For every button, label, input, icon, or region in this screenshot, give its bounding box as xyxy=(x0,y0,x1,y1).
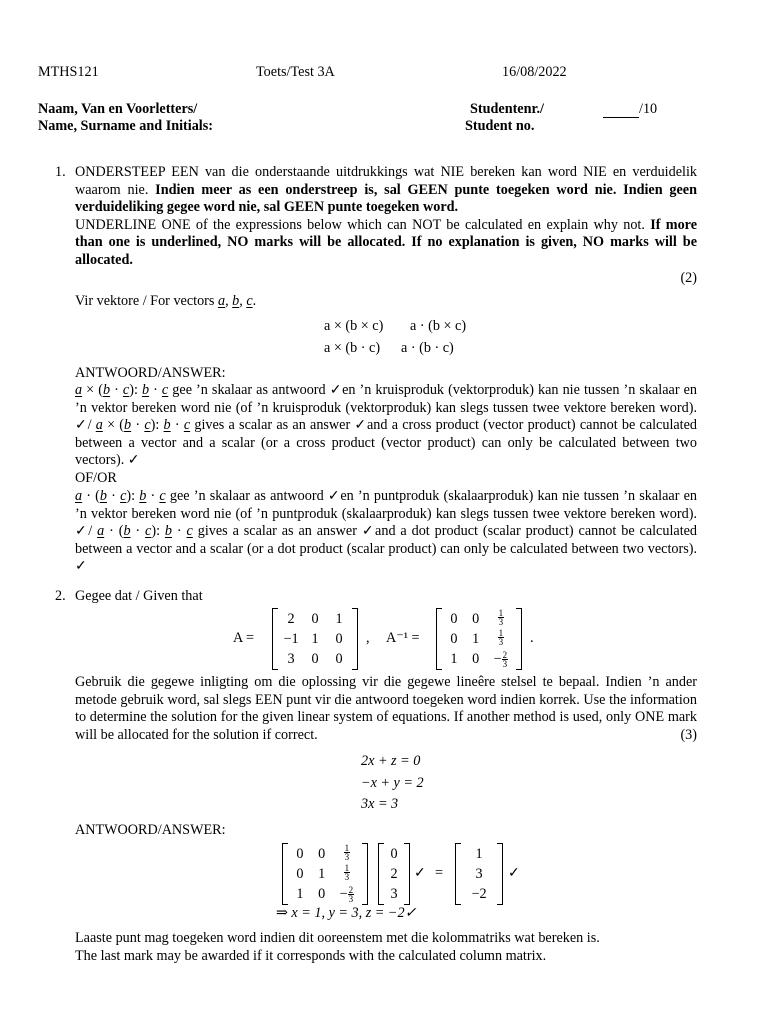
rhs-vector-cell: 2 xyxy=(390,866,398,882)
q1-answer-1-en: gives a scalar as an answer ✓and a cross product (vector product) cannot be calculated between a vector and a scalar (or a cross product (vector product) can only be calculated between two vectors). ✓ xyxy=(75,417,698,469)
q1-intro-en: UNDERLINE ONE of the expressions below which can NOT be calculated en explain why not. xyxy=(75,216,645,233)
equation-2: −x + y = 2 xyxy=(361,775,424,791)
q2-answer-label: ANTWOORD/ANSWER: xyxy=(75,822,226,838)
q1-answer-label: ANTWOORD/ANSWER: xyxy=(75,365,226,381)
q1-intro-af: ONDERSTEEP EEN van die onderstaande uitdrukkings wat NIE bereken kan word NIE en verduidelik waarom nie. xyxy=(75,164,697,198)
q1-intro xyxy=(75,164,697,270)
result-vector-cell: 1 xyxy=(475,846,483,862)
rhs-vector-cell: 3 xyxy=(390,886,398,902)
equation-1: 2x + z = 0 xyxy=(361,753,421,769)
q1-or: OF/OR xyxy=(75,470,117,486)
q1-expr-1: a × (b × c) xyxy=(324,318,384,334)
q2-text-en: Use the information to determine the solution for the given linear system of equations. If another method is used, only ONE mark will be allocated for the solution if correct. xyxy=(75,691,697,743)
student-no-label-af: Studentenr./ xyxy=(470,101,544,117)
answer-matrix-a-inv: 0 0 $\frac{1}{3}$ 0 1 $\frac{1}{3}$ 1 0 − $\frac{2}{3}$ xyxy=(282,843,368,905)
matrix-a-cell: −1 xyxy=(283,631,299,647)
q1-answer-1-af: gee ’n skalaar as antwoord ✓en ’n kruisproduk (vektorproduk) kan nie tussen ’n skalaar en ’n vektor bereken word nie (of ’n kruisproduk (vektorproduk) kan slegs tussen twee vektore bereken word). ✓/ xyxy=(75,382,697,434)
test-title: Toets/Test 3A xyxy=(256,64,335,80)
name-label-en: Name, Surname and Initials: xyxy=(38,118,213,134)
matrix-a-cell: 0 xyxy=(311,651,319,667)
equals-sign: = xyxy=(435,865,444,881)
q1-answer-2-en: gives a scalar as an answer ✓and a dot product (scalar product) cannot be calculated between a vector and a scalar (or a dot product (scalar product) can only be calculated between two vectors). ✓ xyxy=(75,523,698,575)
answer-check-2: ✓ xyxy=(508,865,520,881)
course-code: MTHS121 xyxy=(38,64,99,80)
q2-text xyxy=(75,674,697,744)
q2-given: Gegee dat / Given that xyxy=(75,588,203,604)
matrix-a-cell: 3 xyxy=(287,651,295,667)
equation-3: 3x = 3 xyxy=(361,796,399,812)
matrix-a-inv-label: A⁻¹ = xyxy=(386,630,420,646)
test-date: 16/08/2022 xyxy=(502,64,567,80)
q1-marks: (2) xyxy=(680,270,697,286)
matrix-a-inv: 0 0 $\frac{1}{3}$ 0 1 $\frac{1}{3}$ 1 0 − $\frac{2}{3}$ xyxy=(436,608,522,670)
matrix-a-cell: 0 xyxy=(335,631,343,647)
matrix-a-cell: 0 xyxy=(311,611,319,627)
result-vector-cell: −2 xyxy=(471,886,487,902)
comma: , xyxy=(366,630,370,646)
q1-vectors-label: Vir vektore / For vectors xyxy=(75,293,215,309)
matrix-a-label: A = xyxy=(233,630,255,646)
score-blank-line xyxy=(603,117,639,118)
solution-line: ⇒ x = 1, y = 3, z = −2✓ xyxy=(276,905,417,921)
matrix-a xyxy=(272,608,358,670)
period: . xyxy=(530,630,534,646)
answer-rhs-vector xyxy=(378,843,410,905)
q1-vectors-line: Vir vektore / For vectors a, b, c. xyxy=(75,293,257,309)
q2-note-af: Laaste punt mag toegeken word indien dit ooreenstem met die kolommatriks wat bereken is. xyxy=(75,930,600,946)
q1-answer-1: a × (b · c): b · c gee ’n skalaar as antwoord ✓en ’n kruisproduk (vektorproduk) kan nie tussen ’n skalaar en ’n vektor bereken word nie (of ’n kruisproduk (vektorproduk) kan slegs tussen twee vektore bereken word). ✓/ a × (b · c): b · c gives a scalar as an answer ✓and a cross product (vector product) cannot be calculated between a vector and a scalar (or a cross product (vector product) can only be calculated between two vectors). ✓ xyxy=(75,382,698,469)
answer-check-1: ✓ xyxy=(414,865,426,881)
matrix-a-cell: 2 xyxy=(287,611,295,627)
q1-answer-2: a · (b · c): b · c gee ’n skalaar as antwoord ✓en ’n puntproduk (skalaarproduk) kan nie tussen ’n skalaar en ’n vektor bereken word nie (of ’n puntproduk (skalaarproduk) kan slegs tussen twee vektore bereken word). ✓/ a · (b · c): b · c gives a scalar as an answer ✓and a dot product (scalar product) cannot be calculated between a vector and a scalar (or a dot product (scalar product) can only be calculated between two vectors). ✓ xyxy=(75,488,698,575)
q1-intro-en-bold: If more than one is underlined, NO marks will be allocated. If no explanation is given, NO marks will be allocated. xyxy=(75,216,697,268)
q2-number: 2. xyxy=(55,588,66,604)
q1-expr-3: a × (b · c) xyxy=(324,340,381,356)
q1-intro-af-bold: Indien meer as een onderstreep is, sal GEEN punte toegeken word nie. Indien geen verduideliking gegee word nie, sal GEEN punte toegeken word. xyxy=(75,181,697,216)
answer-result-vector xyxy=(455,843,503,905)
name-label-af: Naam, Van en Voorletters/ xyxy=(38,101,198,117)
q2-note xyxy=(75,930,697,965)
matrix-a-cell: 1 xyxy=(311,631,319,647)
rhs-vector-cell: 0 xyxy=(390,846,398,862)
matrix-a-cell: 1 xyxy=(335,611,343,627)
q2-marks: (3) xyxy=(680,727,697,743)
result-vector-cell: 3 xyxy=(475,866,483,882)
q1-number: 1. xyxy=(55,164,66,180)
score-total: /10 xyxy=(639,101,658,117)
q1-answer-2-af: gee ’n skalaar as antwoord ✓en ’n puntproduk (skalaarproduk) kan nie tussen ’n skalaar en ’n vektor bereken word nie (of ’n puntproduk (skalaarproduk) kan slegs tussen twee vektore bereken word). ✓/ xyxy=(75,488,698,540)
q1-expr-2: a · (b × c) xyxy=(410,318,467,334)
student-no-label-en: Student no. xyxy=(465,118,535,134)
matrix-a-cell: 0 xyxy=(335,651,343,667)
q2-text-af: Gebruik die gegewe inligting om die oplossing vir die gegewe lineêre stelsel te bepaal. Indien ’n ander metode gebruik word, sal slegs EEN punt vir die antwoord toegeken word indien korrek. xyxy=(75,674,697,708)
q2-note-en: The last mark may be awarded if it corresponds with the calculated column matrix. xyxy=(75,947,547,964)
q1-expr-4: a · (b · c) xyxy=(401,340,454,356)
